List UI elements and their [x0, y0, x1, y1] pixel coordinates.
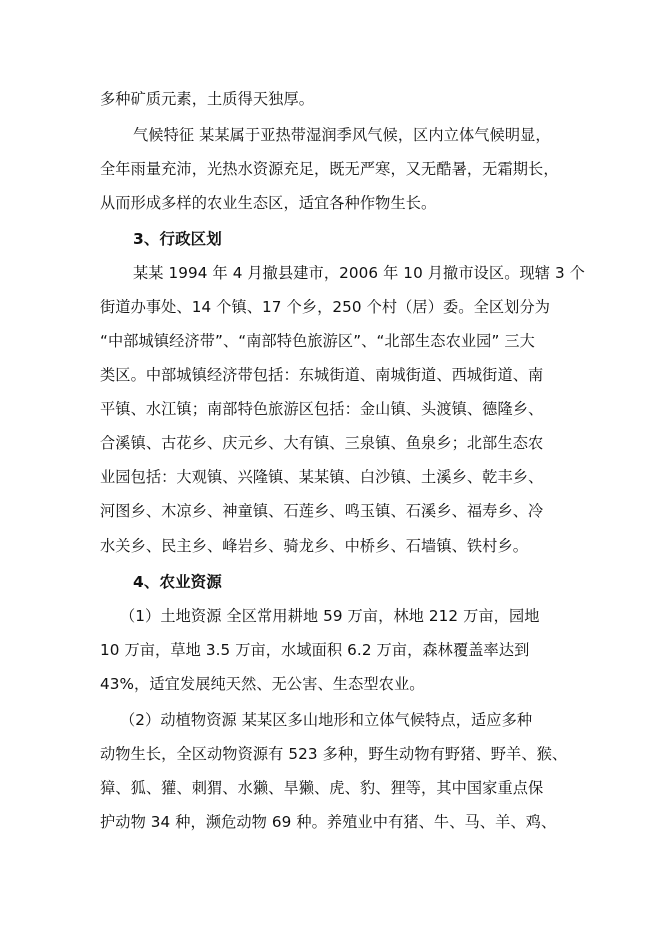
paragraph-line: 10 万亩，草地 3.5 万亩，水域面积 6.2 万亩，森林覆盖率达到 — [100, 641, 530, 659]
paragraph-line: 水关乡、民主乡、峰岩乡、骑龙乡、中桥乡、石墙镇、铁村乡。 — [100, 537, 529, 555]
paragraph-line: 护动物 34 种，濒危动物 69 种。养殖业中有猪、牛、马、羊、鸡、 — [100, 813, 557, 831]
paragraph-line: （1）土地资源 全区常用耕地 59 万亩，林地 212 万亩，园地 — [120, 607, 540, 625]
paragraph-line: 动物生长，全区动物资源有 523 多种，野生动物有野猪、野羊、猴、 — [100, 745, 568, 763]
paragraph-line: 河图乡、木凉乡、神童镇、石莲乡、鸣玉镇、石溪乡、福寿乡、冷 — [100, 502, 544, 520]
paragraph-line: 街道办事处、14 个镇、17 个乡，250 个村（居）委。全区划分为 — [100, 298, 551, 316]
paragraph-line: 从而形成多样的农业生态区，适宜各种作物生长。 — [100, 194, 437, 212]
paragraph-line: 多种矿质元素，土质得天独厚。 — [100, 90, 315, 108]
paragraph-line: （2）动植物资源 某某区多山地形和立体气候特点，适应多种 — [120, 711, 533, 729]
paragraph-line: 獐、狐、獾、刺猬、水獭、旱獭、虎、豹、狸等，其中国家重点保 — [100, 779, 544, 797]
section-heading: 4、农业资源 — [133, 573, 222, 591]
paragraph-line: 全年雨量充沛，光热水资源充足，既无严寒，又无酷暑，无霜期长， — [100, 160, 559, 178]
section-heading: 3、行政区划 — [133, 230, 222, 248]
paragraph-line: 平镇、水江镇；南部特色旅游区包括：金山镇、头渡镇、德隆乡、 — [100, 400, 544, 418]
paragraph-line: 43%，适宜发展纯天然、无公害、生态型农业。 — [100, 675, 425, 693]
paragraph-line: “中部城镇经济带”、“南部特色旅游区”、“北部生态农业园” 三大 — [100, 332, 535, 350]
paragraph-line: 气候特征 某某属于亚热带湿润季风气候，区内立体气候明显， — [133, 126, 551, 144]
paragraph-line: 合溪镇、古花乡、庆元乡、大有镇、三泉镇、鱼泉乡；北部生态农 — [100, 434, 544, 452]
paragraph-line: 类区。中部城镇经济带包括：东城街道、南城街道、西城街道、南 — [100, 366, 544, 384]
paragraph-line: 业园包括：大观镇、兴隆镇、某某镇、白沙镇、土溪乡、乾丰乡、 — [100, 468, 544, 486]
paragraph-line: 某某 1994 年 4 月撤县建市，2006 年 10 月撤市设区。现辖 3 个 — [133, 264, 585, 282]
